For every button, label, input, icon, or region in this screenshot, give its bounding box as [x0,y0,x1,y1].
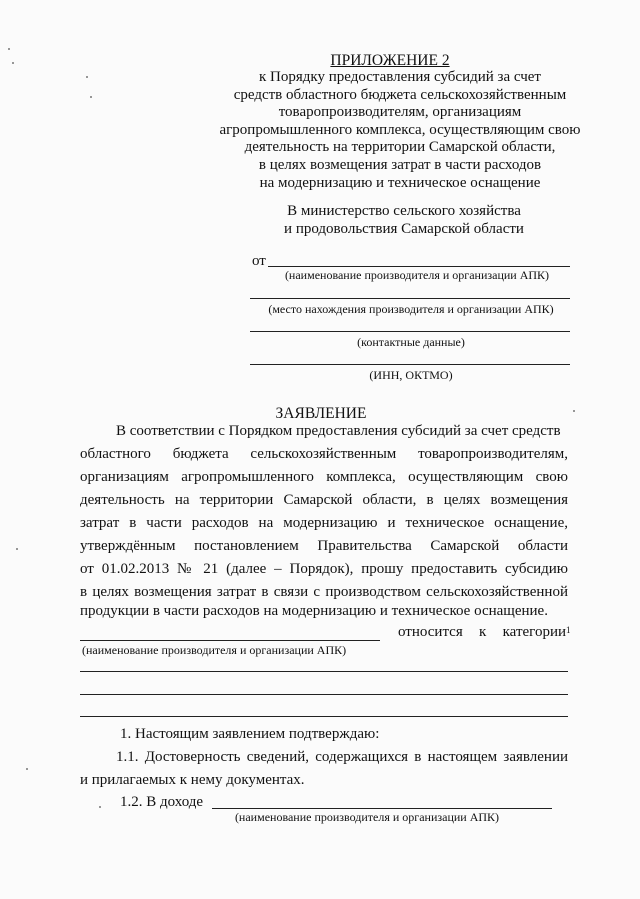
caption-inn: (ИНН, ОКТМО) [369,368,453,382]
scan-speck [26,768,28,770]
blank-line [80,671,568,672]
paragraph-line: продукции в части расходов на модернизацию и техническое оснащение. [80,603,548,619]
paragraph-line: организациям агропромышленного комплекса, осуществляющим свою [80,469,568,485]
item-1-1-line1: 1.1. Достоверность сведений, содержащихся в настоящем заявлении [116,749,568,765]
scan-speck [99,806,101,808]
sender-inn-line [250,364,570,365]
category-caption: (наименование производителя и организации АПК) [82,643,347,657]
item-1-1-line2: и прилагаемых к нему документах. [80,772,305,788]
caption-name: (наименование производителя и организации АПК) [284,268,550,282]
category-text [398,624,566,641]
blank-line [80,716,568,717]
paragraph-line: от 01.02.2013 № 21 (далее – Порядок), прошу предоставить субсидию [80,561,568,577]
appendix-title: ПРИЛОЖЕНИЕ 2 [330,52,450,69]
scan-speck [16,548,18,550]
item-1-2-line [212,808,552,809]
appendix-line: деятельность на территории Самарской области, [244,139,556,156]
appendix-line: агропромышленного комплекса, осуществляющим свою [219,121,581,138]
item-1-2-caption: (наименование производителя и организации АПК) [234,810,500,824]
appendix-line: на модернизацию и техническое оснащение [259,174,541,191]
paragraph-line: утверждённым постановлением Правительства Самарской области [80,538,568,554]
caption-contacts: (контактные данные) [357,335,465,349]
caption-location: (место нахождения производителя и организации АПК) [268,302,554,316]
addressee-line-1: В министерство сельского хозяйства [287,203,521,219]
blank-line [80,694,568,695]
scan-speck [86,76,88,78]
from-label: от [252,253,266,269]
appendix-subtitle [200,69,600,192]
item-1: 1. Настоящим заявлением подтверждаю: [120,726,380,742]
paragraph-line: В соответствии с Порядком предоставления субсидий за счет средств [116,423,561,439]
category-name-line [80,640,380,641]
item-1-2-label: 1.2. В доходе [120,794,204,810]
scan-speck [12,62,14,64]
appendix-line: в целях возмещения затрат в части расходов [258,156,542,173]
sender-contacts-line [250,331,570,332]
appendix-line: к Порядку предоставления субсидий за счет [259,69,541,85]
scan-speck [90,96,92,98]
scan-speck [573,410,575,412]
addressee-line-2: и продовольствия Самарской области [284,221,524,237]
sender-location-line [250,298,570,299]
paragraph-line: в целях возмещения затрат в связи с производством сельскохозяйственной [80,584,568,600]
paragraph-line: областного бюджета сельскохозяйственным товаропроизводителям, [80,446,568,462]
paragraph-line: деятельность на территории Самарской области, в целях возмещения [80,492,568,508]
statement-title: ЗАЯВЛЕНИЕ [275,405,367,422]
appendix-line: средств областного бюджета сельскохозяйственным [233,86,567,103]
scan-speck [8,48,10,50]
paragraph-line: затрат в части расходов на модернизацию и техническое оснащение, [80,515,568,531]
sender-name-line [268,266,570,267]
category-footnote: 1 [566,625,571,635]
appendix-line: товаропроизводителям, организациям [278,104,522,121]
category-text-label: относится к категории [398,624,566,640]
